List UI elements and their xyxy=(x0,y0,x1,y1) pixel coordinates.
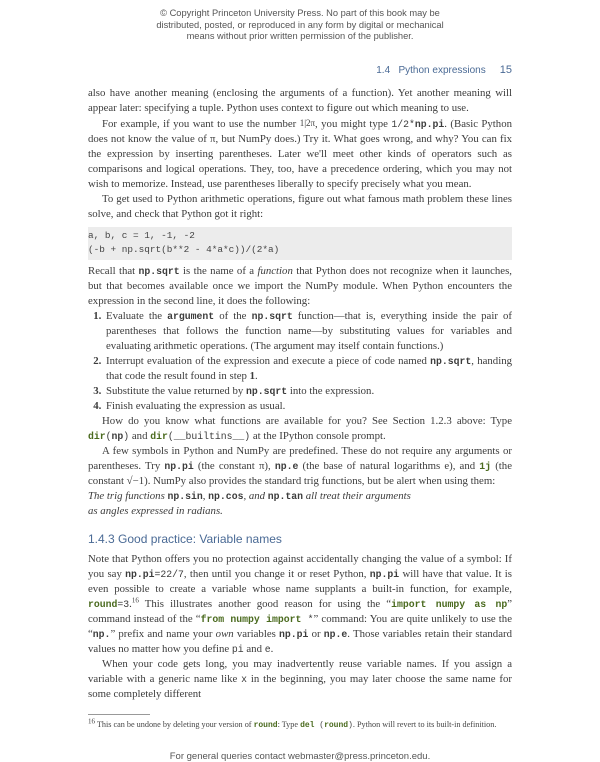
code-bold: np.pi xyxy=(369,569,400,580)
code-bold: np.sqrt xyxy=(430,356,472,367)
footnote-ref: 16 xyxy=(88,717,95,726)
footnote-divider xyxy=(88,714,150,715)
text-run: , you might type xyxy=(315,118,392,130)
text-run: also have another meaning (enclosing the arguments of a function). Yet another meaning will appear later: specifying a tuple. Python uses context to figure out which meaning to use. xyxy=(88,87,512,114)
text-run: Note that Python offers you no protection against accidentally changing the value of a symbol: If you say xyxy=(88,553,512,580)
code-bold: np.e xyxy=(274,461,299,472)
text-run: , xyxy=(202,490,209,502)
code-keyword: round xyxy=(324,721,349,730)
italic-run: function xyxy=(257,265,293,277)
code-run: * xyxy=(301,614,314,625)
paragraph xyxy=(88,86,512,116)
code-run: (__builtins__) xyxy=(167,431,251,442)
running-head-section: 1.4 Python expressions xyxy=(376,65,486,76)
code-bold: argument xyxy=(167,311,215,322)
list-item xyxy=(104,399,512,414)
code-run: 1/2* xyxy=(391,119,415,130)
footnote-ref: 16 xyxy=(131,596,139,605)
text-run: To get used to Python arithmetic operations, figure out what famous math problem these lines solve, and check that Python got it right: xyxy=(88,193,512,220)
italic-run: own xyxy=(215,628,234,640)
code-block xyxy=(88,227,512,260)
paragraph xyxy=(88,657,512,702)
code-bold: np.cos xyxy=(208,491,244,502)
text-run: (the base of natural logarithms e), and xyxy=(298,460,480,472)
text-run: . Those variables retain their standard values no matter how you define xyxy=(88,628,512,655)
code-bold: np xyxy=(111,431,124,442)
italic-run: all treat their arguments as angles expressed in radians. xyxy=(88,490,411,517)
italic-run: , and xyxy=(243,490,268,502)
footnote xyxy=(88,719,512,731)
text-run: . xyxy=(270,643,274,655)
code-run: ) xyxy=(348,721,353,730)
text-run: ” prefix and name your xyxy=(110,628,216,640)
code-keyword: dir xyxy=(88,431,106,442)
text-run: . xyxy=(129,598,132,610)
text-run: or xyxy=(308,628,324,640)
code-line: (-b + np.sqrt(b**2 - 4*a*c))/(2*a) xyxy=(88,244,280,255)
code-bold: np.sqrt xyxy=(138,266,180,277)
text-run: at the IPython console prompt. xyxy=(250,430,386,442)
fraction: 1|2π xyxy=(299,118,316,128)
text-run: A few symbols in Python and NumPy are predefined. These do not require any arguments or parentheses. Try xyxy=(88,445,512,472)
code-bold: np.sqrt xyxy=(246,386,288,397)
text-run: Finish evaluating the expression as usual. xyxy=(106,400,286,412)
text-run: into the expression. xyxy=(287,385,375,397)
text-run: Recall that xyxy=(88,265,139,277)
list-item xyxy=(104,384,512,399)
code-bold: np.e xyxy=(323,629,348,640)
text-run: . xyxy=(255,370,258,382)
text-run: , then until you change it or reset Python, xyxy=(183,568,370,580)
text-run: This illustrates another good reason for using the “ xyxy=(138,598,392,610)
text-run: Interrupt evaluation of the expression and execute a piece of code named xyxy=(106,355,431,367)
code-run: ) xyxy=(123,431,130,442)
text-run: Evaluate the xyxy=(106,310,168,322)
text-run: : Type xyxy=(277,720,301,729)
text-run: . Python will revert to its built-in definition. xyxy=(352,720,497,729)
copyright-line: means without prior written permission of the publisher. xyxy=(186,31,414,41)
text-run: (the constant π), xyxy=(193,460,275,472)
code-bold: np.pi xyxy=(164,461,194,472)
page-body xyxy=(88,86,512,762)
text-run: and xyxy=(243,643,265,655)
code-bold: np.sin xyxy=(167,491,203,502)
copyright-notice xyxy=(0,8,600,43)
code-keyword: round xyxy=(253,721,278,730)
text-run: . (Basic Python does not know the value of π, but NumPy does.) Try it. What goes wrong, and why? You can fix the expression by inserting parentheses. Later we'll meet other kinds of operators such as comparisons and logical operations. They, too, have a precedence ordering, which you may not wish to memorize. Instead, use parentheses liberally to specify precisely what you mean. xyxy=(88,118,512,190)
paragraph xyxy=(88,552,512,657)
text-run: Substitute the value returned by xyxy=(106,385,247,397)
text-run: and xyxy=(129,430,151,442)
list-item xyxy=(104,354,512,384)
text-run: of the xyxy=(214,310,252,322)
code-bold: np. xyxy=(92,629,111,640)
page-number: 15 xyxy=(499,64,512,76)
text-run: variables xyxy=(233,628,279,640)
code-keyword: del xyxy=(300,721,315,730)
code-run: x xyxy=(241,674,248,685)
text-run: ” command: You are quite unlikely to use the “ xyxy=(88,613,512,640)
text-run: in the beginning, you may later choose the same name for some completely different xyxy=(88,673,512,700)
code-bold: np.pi xyxy=(414,119,445,130)
code-run: pi xyxy=(231,644,244,655)
paragraph xyxy=(88,414,512,444)
code-keyword: round xyxy=(88,599,118,610)
code-keyword: import numpy as np xyxy=(391,599,508,610)
paragraph xyxy=(88,116,512,192)
code-run: =22/7 xyxy=(154,569,184,580)
text-run: is the name of a xyxy=(179,265,258,277)
list-item xyxy=(104,309,512,354)
text-run: How do you know what functions are available for you? See Section 1.2.3 above: Type xyxy=(102,415,512,427)
code-bold: np.pi xyxy=(279,629,309,640)
code-run: ( xyxy=(105,431,112,442)
code-keyword: dir xyxy=(150,431,168,442)
code-run: ( xyxy=(314,721,325,730)
steps-list xyxy=(88,309,512,414)
text-run: function—that is, everything inside the pair of parentheses that follows the function name—by substituting values for variables and evaluating arithmetic operations. (The argument may itself contain functions.) xyxy=(106,310,513,352)
code-run: e xyxy=(264,644,271,655)
section-heading: 1.4.3 Good practice: Variable names xyxy=(88,532,282,546)
running-head xyxy=(376,64,512,76)
code-run: =3 xyxy=(117,599,130,610)
paragraph xyxy=(88,444,512,489)
code-bold: np.tan xyxy=(267,491,304,502)
paragraph xyxy=(88,264,512,309)
code-keyword: 1j xyxy=(479,461,492,472)
quote-note xyxy=(88,489,418,519)
code-line: a, b, c = 1, -1, -2 xyxy=(88,230,195,241)
text-run: , handing that code the result found in step xyxy=(106,355,512,382)
text-run: (the constant √−1). NumPy also provides the standard trig functions, but be alert when using them: xyxy=(88,460,512,487)
copyright-line: © Copyright Princeton University Press. No part of this book may be xyxy=(160,8,440,18)
italic-run: The trig functions xyxy=(88,490,168,502)
paragraph xyxy=(88,192,512,222)
text-run: that Python does not recognize when it launches, but that becomes available once we import the NumPy module. When Python encounters the expression in the second line, it does the following: xyxy=(88,265,512,307)
bold-run: 1 xyxy=(249,370,256,382)
text-run: ” command instead of the “ xyxy=(88,598,513,625)
code-keyword: from numpy import xyxy=(200,614,302,625)
text-run: will have that value. It is even possible to create a variable whose name supplants a built-in function, for example, xyxy=(88,568,512,595)
text-run: When your code gets long, you may inadvertently reuse variable names. If you assign a variable with a generic name like xyxy=(88,658,512,685)
code-bold: np.pi xyxy=(125,569,155,580)
main-text xyxy=(88,86,512,702)
footer-contact: For general queries contact webmaster@press.princeton.edu. xyxy=(169,751,431,762)
code-bold: np.sqrt xyxy=(251,311,293,322)
text-run: For example, if you want to use the number xyxy=(102,118,300,130)
copyright-line: distributed, posted, or reproduced in any form by digital or mechanical xyxy=(156,19,444,30)
text-run: This can be undone by deleting your version of xyxy=(95,720,254,729)
